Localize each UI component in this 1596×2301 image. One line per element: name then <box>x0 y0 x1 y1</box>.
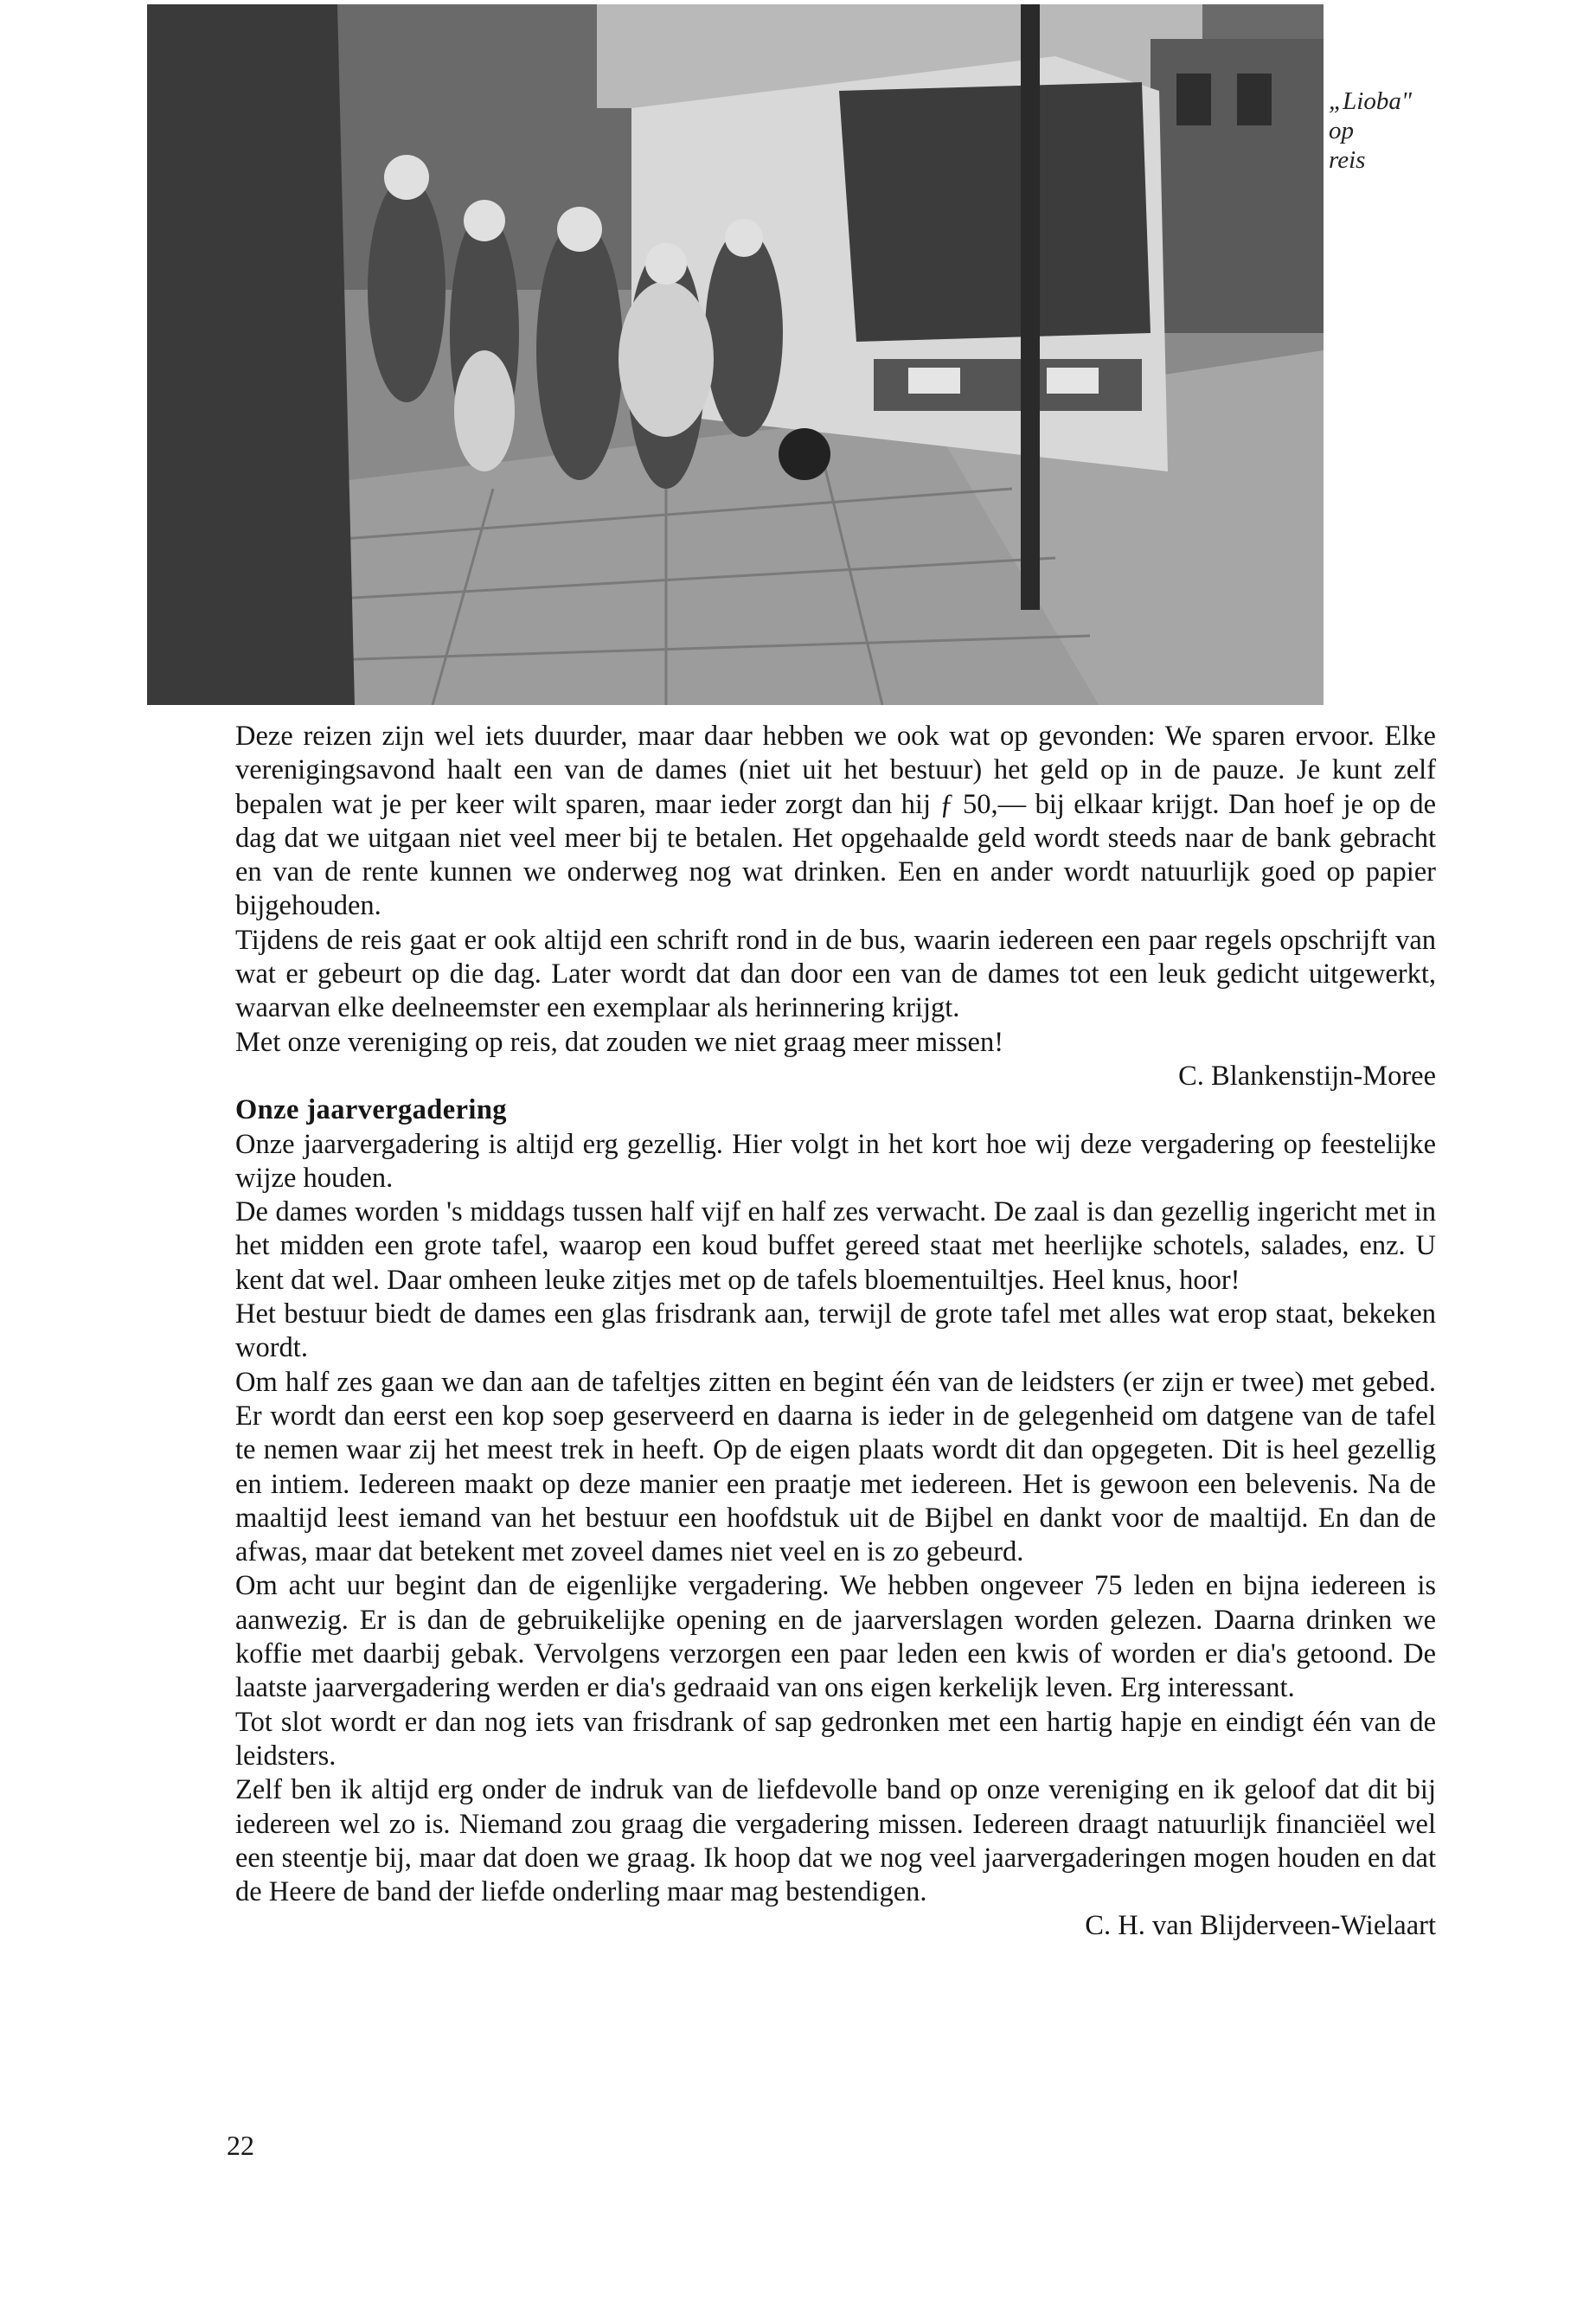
paragraph: Zelf ben ik altijd erg onder de indruk van de liefdevolle band op onze vereniging en ik geloof dat dit bij iedereen wel zo is. Niemand zou graag die vergadering missen. Iedereen draagt natuurlijk financiëel wel een steentje bij, maar dat doen we graag. Ik hoop dat we nog veel jaarvergaderingen mogen houden en dat de Heere de band der liefde onderling maar mag bestendigen. <box>235 1774 1436 1908</box>
caption-line: reis <box>1329 146 1366 174</box>
photo-image <box>147 4 1324 705</box>
paragraph: Tot slot wordt er dan nog iets van frisdrank of sap gedronken met een hartig hapje en eindigt één van de leidsters. <box>235 1706 1436 1772</box>
section-heading: Onze jaarvergadering <box>235 1094 507 1126</box>
paragraph: Om acht uur begint dan de eigenlijke vergadering. We hebben ongeveer 75 leden en bijna iedereen is aanwezig. Er is dan de gebruikelijke opening en de jaarverslagen worden gelezen. Daarna drinken we koffie met daarbij gebak. Vervolgens verzorgen een paar leden een kwis of worden er dia's getoond. De laatste jaarvergadering werden er dia's gedraaid van ons eigen kerkelijk leven. Erg interessant. <box>235 1570 1436 1704</box>
paragraph: Tijdens de reis gaat er ook altijd een schrift rond in de bus, waarin iedereen een paar regels opschrijft van wat er gebeurt op die dag. Later wordt dat dan door een van de dames tot een leuk gedicht uitgewerkt, waarvan elke deelneemster een exemplaar als herinnering krijgt. <box>235 924 1436 1024</box>
paragraph: Met onze vereniging op reis, dat zouden we niet graag meer missen! <box>235 1026 1004 1058</box>
paragraph: Deze reizen zijn wel iets duurder, maar daar hebben we ook wat op gevonden: We sparen ervoor. Elke verenigingsavond haalt een van de dames (niet uit het bestuur) het geld op in de pauze. Je kunt zelf bepalen wat je per keer wilt sparen, maar ieder zorgt dan hij ƒ 50,— bij elkaar krijgt. Dan hoef je op de dag dat we uitgaan niet veel meer bij te betalen. Het opgehaalde geld wordt steeds naar de bank gebracht en van de rente kunnen we onderweg nog wat drinken. Een en ander wordt natuurlijk goed op papier bijgehouden. <box>235 721 1436 922</box>
paragraph: Onze jaarvergadering is altijd erg gezellig. Hier volgt in het kort hoe wij deze vergadering op feestelijke wijze houden. <box>235 1128 1436 1194</box>
paragraph: De dames worden 's middags tussen half vijf en half zes verwacht. De zaal is dan gezellig ingericht met in het midden een grote tafel, waarop een koud buffet gereed staat met heerlijke schotels, salades, enz. U kent dat wel. Daar omheen leuke zitjes met op de tafels bloementuiltjes. Heel knus, hoor! <box>235 1196 1436 1296</box>
paragraph: Om half zes gaan we dan aan de tafeltjes zitten en begint één van de leidsters (er zijn er twee) met gebed. Er wordt dan eerst een kop soep geserveerd en daarna is ieder in de gelegenheid om datgene van de tafel te nemen waar zij het meest trek in heeft. Op de eigen plaats wordt dit dan opgegeten. Dit is heel gezellig en intiem. Iedereen maakt op deze manier een praatje met iedereen. Het is gewoon een belevenis. Na de maaltijd leest iemand van het bestuur een hoofdstuk uit de Bijbel en dankt voor de maaltijd. En dan de afwas, maar dat betekent met zoveel dames niet veel en is zo gebeurd. <box>235 1366 1436 1568</box>
photo-bus-women <box>147 4 1324 705</box>
caption-line: op <box>1329 117 1354 144</box>
author-signature: C. H. van Blijderveen-Wielaart <box>1085 1910 1436 1942</box>
article-body <box>235 720 1436 1944</box>
caption-line: „Lioba" <box>1329 87 1412 115</box>
paragraph: Het bestuur biedt de dames een glas frisdrank aan, terwijl de grote tafel met alles wat erop staat, bekeken wordt. <box>235 1298 1436 1364</box>
author-signature: C. Blankenstijn-Moree <box>1178 1060 1436 1092</box>
photo-caption <box>1329 87 1412 175</box>
page-number: 22 <box>227 2130 254 2161</box>
